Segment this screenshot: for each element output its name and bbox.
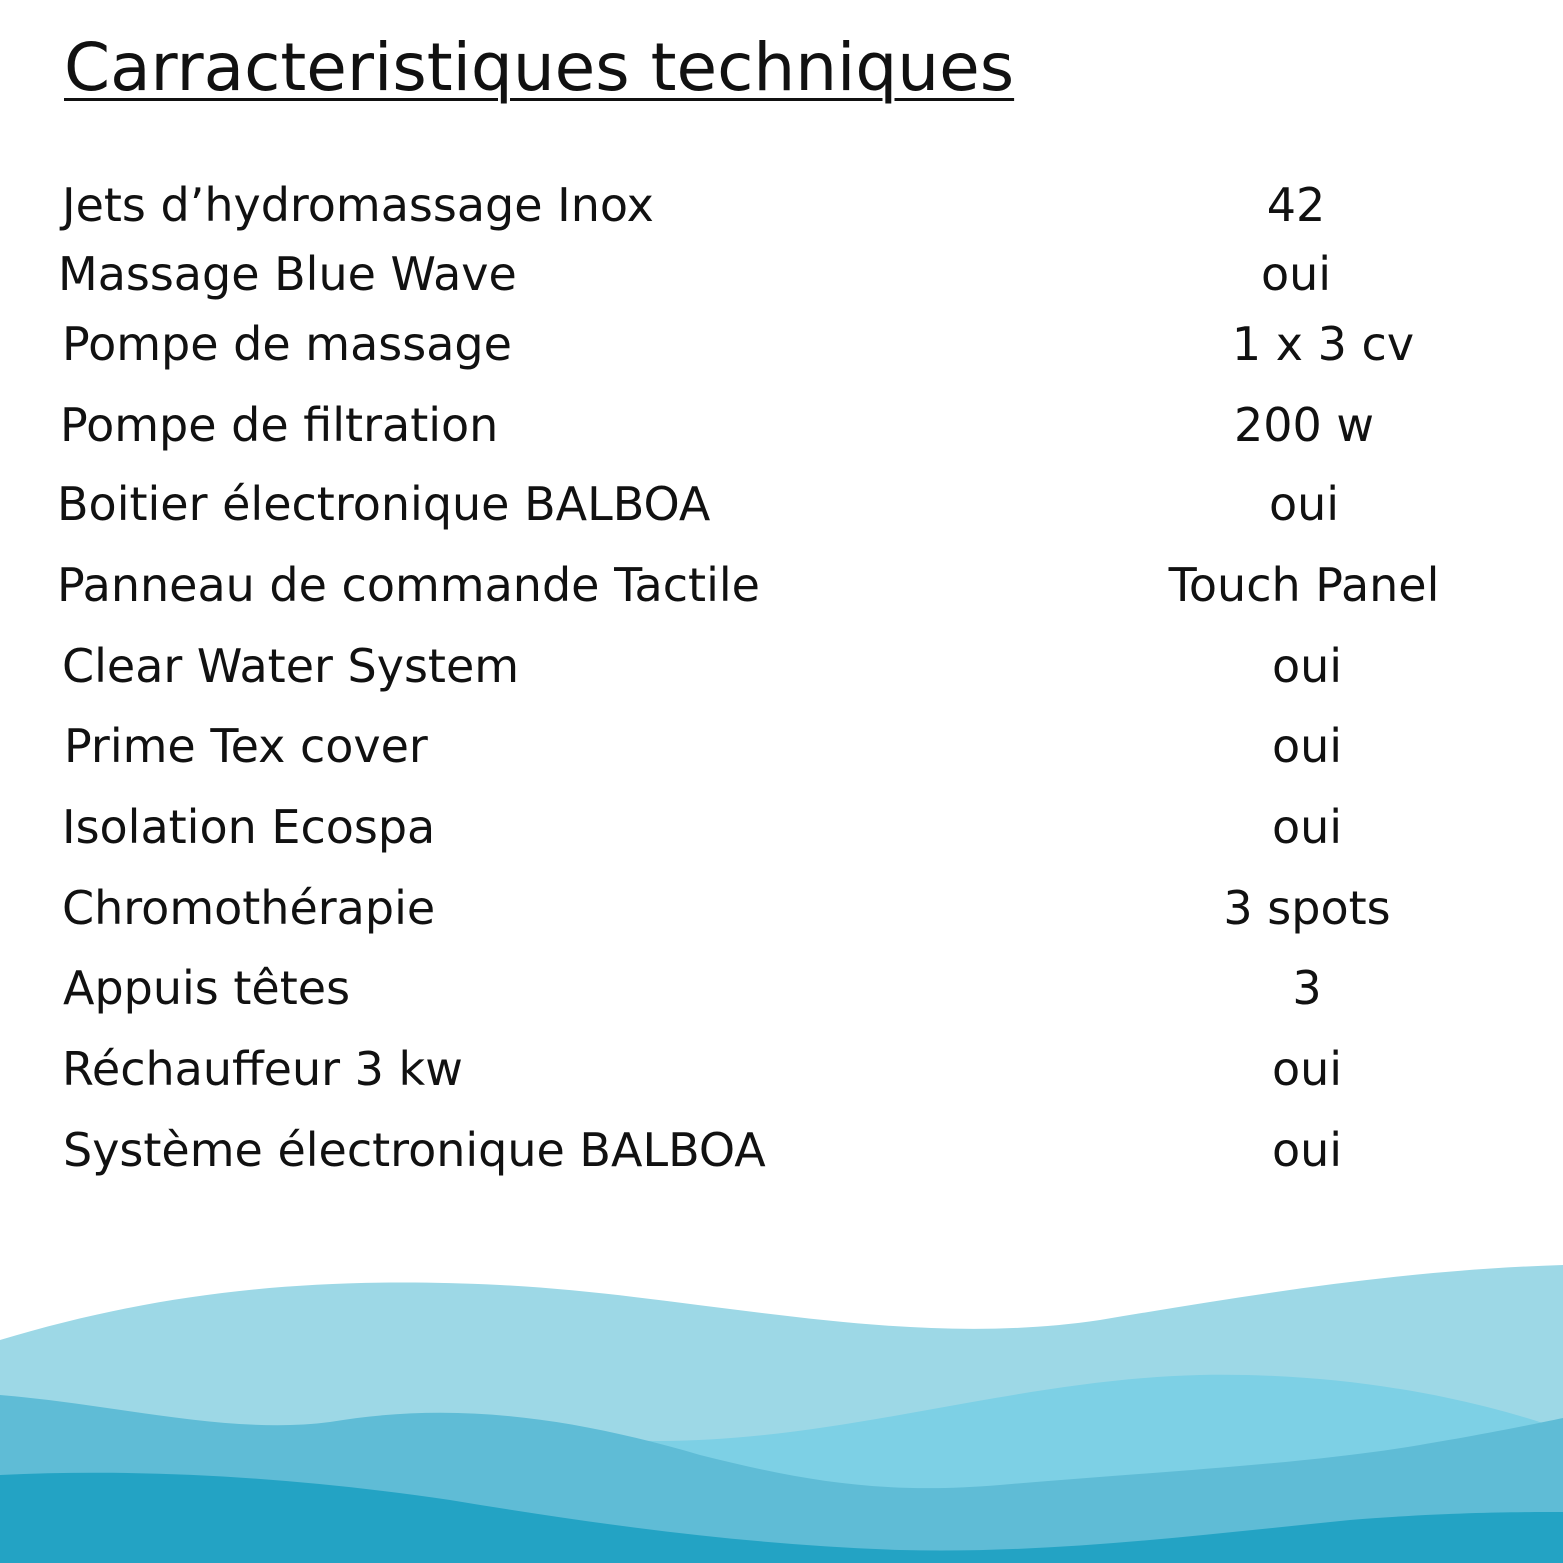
spec-label: Isolation Ecospa (62, 800, 436, 854)
spec-row-isolation (0, 797, 1563, 857)
spec-value: 1 x 3 cv (1231, 317, 1415, 371)
spec-row-electronic-system (0, 1120, 1563, 1180)
spec-label: Panneau de commande Tactile (57, 558, 760, 612)
spec-row-cover (0, 716, 1563, 776)
spec-row-heater (0, 1039, 1563, 1099)
spec-value: oui (1260, 247, 1332, 301)
spec-value: oui (1271, 800, 1343, 854)
spec-value: oui (1268, 477, 1340, 531)
spec-row-chromotherapy (0, 878, 1563, 938)
spec-value: oui (1271, 719, 1343, 773)
spec-label: Clear Water System (62, 639, 520, 693)
spec-value: 200 w (1233, 398, 1375, 452)
spec-label: Système électronique BALBOA (63, 1123, 766, 1177)
spec-value: 3 spots (1223, 881, 1391, 935)
spec-label: Chromothérapie (62, 881, 436, 935)
spec-value: 3 (1292, 961, 1322, 1015)
spec-label: Jets d’hydromassage Inox (62, 178, 654, 232)
spec-label: Boitier électronique BALBOA (57, 477, 711, 531)
spec-row-massage-pump (0, 314, 1563, 374)
spec-row-jets (0, 175, 1563, 235)
spec-row-blue-wave (0, 244, 1563, 304)
spec-row-headrests (0, 958, 1563, 1018)
spec-value: oui (1271, 639, 1343, 693)
spec-row-electronic-box (0, 474, 1563, 534)
spec-label: Pompe de massage (62, 317, 512, 371)
spec-row-clear-water (0, 636, 1563, 696)
spec-label: Pompe de filtration (60, 398, 499, 452)
wave-decoration (0, 1240, 1563, 1563)
spec-row-control-panel (0, 555, 1563, 615)
spec-value: oui (1271, 1123, 1343, 1177)
spec-value: 42 (1266, 178, 1326, 232)
spec-row-filtration-pump (0, 395, 1563, 455)
page-title: Carracteristiques techniques (64, 29, 1015, 106)
spec-label: Réchauffeur 3 kw (62, 1042, 463, 1096)
spec-label: Massage Blue Wave (58, 247, 517, 301)
spec-label: Prime Tex cover (64, 719, 428, 773)
spec-value: oui (1271, 1042, 1343, 1096)
spec-value: Touch Panel (1168, 558, 1440, 612)
spec-label: Appuis têtes (63, 961, 351, 1015)
